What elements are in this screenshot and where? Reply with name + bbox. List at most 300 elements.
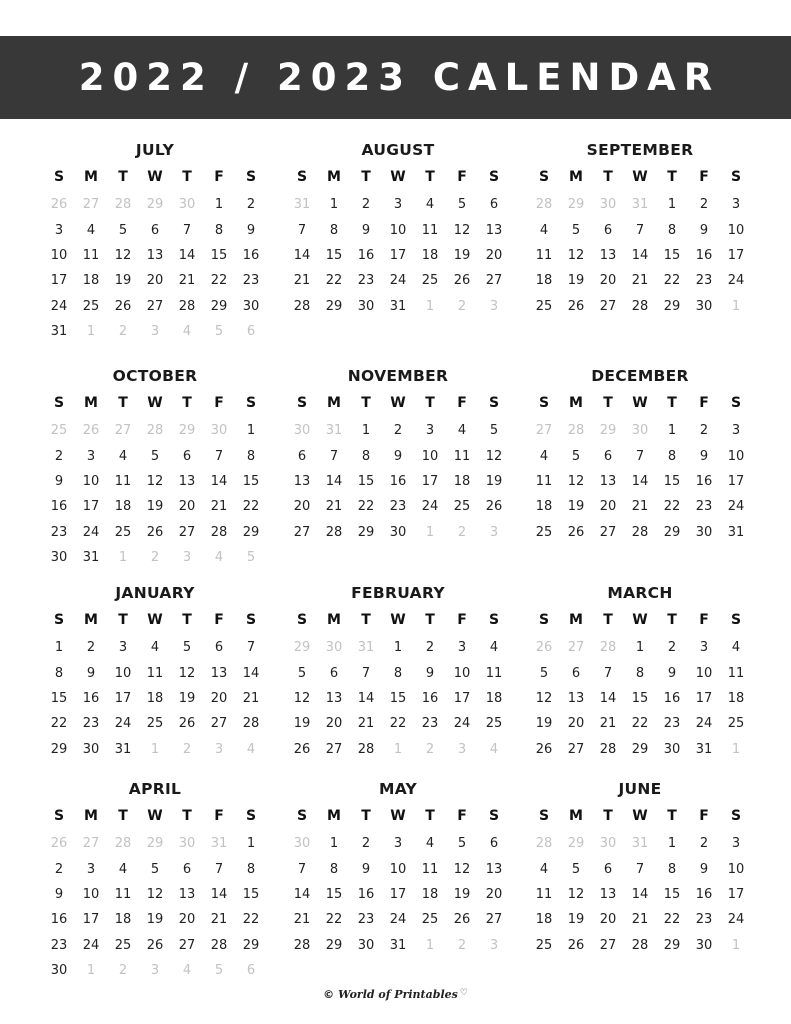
day-cell: 27 <box>178 937 196 953</box>
adjacent-month-day: 26 <box>82 423 100 439</box>
weekday-label: M <box>84 169 98 185</box>
day-cell: 20 <box>567 716 585 732</box>
day-cell: 12 <box>453 861 471 877</box>
day-cell: 26 <box>114 298 132 314</box>
weekday-label: F <box>457 808 467 824</box>
day-cell: 28 <box>293 937 311 953</box>
month-august <box>286 138 510 319</box>
weekday-label: W <box>632 612 648 628</box>
day-cell: 21 <box>357 716 375 732</box>
day-cell: 14 <box>599 690 617 706</box>
day-cell: 2 <box>361 836 371 852</box>
day-cell: 5 <box>489 423 499 439</box>
day-cell: 27 <box>210 716 228 732</box>
day-cell: 10 <box>82 473 100 489</box>
day-cell: 10 <box>727 222 745 238</box>
day-cell: 19 <box>567 273 585 289</box>
day-cell: 13 <box>485 222 503 238</box>
day-cell: 18 <box>535 912 553 928</box>
day-cell: 7 <box>297 222 307 238</box>
day-cell: 24 <box>50 298 68 314</box>
day-cell: 2 <box>54 861 64 877</box>
day-cell: 20 <box>599 912 617 928</box>
day-cell: 27 <box>178 524 196 540</box>
day-cell: 30 <box>82 741 100 757</box>
weekday-label: W <box>632 169 648 185</box>
day-cell: 10 <box>50 247 68 263</box>
adjacent-month-day: 3 <box>150 963 160 979</box>
weekday-label: T <box>667 808 677 824</box>
day-cell: 12 <box>567 473 585 489</box>
week-row <box>286 243 510 268</box>
day-cell: 12 <box>293 690 311 706</box>
weekday-label: F <box>457 169 467 185</box>
day-cell: 8 <box>329 222 339 238</box>
day-cell: 9 <box>246 222 256 238</box>
day-cell: 22 <box>325 273 343 289</box>
day-cell: 27 <box>325 741 343 757</box>
day-cell: 20 <box>178 912 196 928</box>
adjacent-month-day: 26 <box>535 640 553 656</box>
day-cell: 9 <box>54 886 64 902</box>
day-cell: 17 <box>389 886 407 902</box>
day-cell: 19 <box>567 499 585 515</box>
day-cell: 20 <box>485 886 503 902</box>
day-cell: 12 <box>567 886 585 902</box>
adjacent-month-day: 3 <box>150 324 160 340</box>
adjacent-month-day: 27 <box>567 640 585 656</box>
day-cell: 10 <box>82 886 100 902</box>
weekday-header <box>528 162 752 192</box>
weekday-label: T <box>667 169 677 185</box>
day-cell: 27 <box>146 298 164 314</box>
week-row <box>286 882 510 907</box>
day-cell: 28 <box>631 524 649 540</box>
day-cell: 11 <box>421 861 439 877</box>
adjacent-month-day: 1 <box>150 741 160 757</box>
weekday-header <box>43 388 267 418</box>
day-cell: 12 <box>146 886 164 902</box>
day-cell: 18 <box>82 273 100 289</box>
day-cell: 27 <box>599 298 617 314</box>
day-cell: 5 <box>571 861 581 877</box>
day-cell: 1 <box>329 836 339 852</box>
day-cell: 6 <box>329 665 339 681</box>
adjacent-month-day: 4 <box>214 550 224 566</box>
day-cell: 30 <box>663 741 681 757</box>
day-cell: 21 <box>210 499 228 515</box>
day-cell: 25 <box>421 273 439 289</box>
day-cell: 16 <box>50 499 68 515</box>
day-cell: 25 <box>421 912 439 928</box>
day-cell: 24 <box>727 273 745 289</box>
adjacent-month-day: 3 <box>489 937 499 953</box>
weekday-label: T <box>182 612 192 628</box>
day-cell: 11 <box>114 886 132 902</box>
weekday-label: T <box>361 808 371 824</box>
day-cell: 26 <box>567 937 585 953</box>
day-cell: 9 <box>425 665 435 681</box>
day-cell: 4 <box>539 448 549 464</box>
weekday-label: W <box>390 808 406 824</box>
day-cell: 23 <box>389 499 407 515</box>
day-cell: 25 <box>114 937 132 953</box>
week-row <box>528 268 752 293</box>
week-row <box>286 443 510 468</box>
week-row <box>43 933 267 958</box>
adjacent-month-day: 28 <box>535 836 553 852</box>
adjacent-month-day: 31 <box>631 836 649 852</box>
adjacent-month-day: 1 <box>731 298 741 314</box>
day-cell: 1 <box>246 423 256 439</box>
day-cell: 25 <box>114 524 132 540</box>
weekday-label: S <box>488 612 500 628</box>
week-row <box>528 192 752 217</box>
weekday-header <box>43 605 267 635</box>
day-cell: 6 <box>182 448 192 464</box>
adjacent-month-day: 30 <box>599 836 617 852</box>
day-cell: 3 <box>86 448 96 464</box>
day-cell: 10 <box>453 665 471 681</box>
week-row <box>528 494 752 519</box>
day-cell: 6 <box>603 448 613 464</box>
weekday-label: T <box>425 395 435 411</box>
weekday-label: S <box>730 612 742 628</box>
day-cell: 16 <box>663 690 681 706</box>
day-cell: 8 <box>635 665 645 681</box>
weekday-label: T <box>603 169 613 185</box>
week-row <box>286 192 510 217</box>
day-cell: 9 <box>393 448 403 464</box>
weekday-header <box>286 801 510 831</box>
adjacent-month-day: 5 <box>214 324 224 340</box>
week-row <box>43 520 267 545</box>
day-cell: 29 <box>663 298 681 314</box>
day-cell: 5 <box>571 448 581 464</box>
day-cell: 25 <box>727 716 745 732</box>
week-row <box>43 545 267 570</box>
day-cell: 2 <box>393 423 403 439</box>
day-cell: 15 <box>50 690 68 706</box>
weekday-label: F <box>214 612 224 628</box>
month-name: OCTOBER <box>112 367 198 385</box>
day-cell: 14 <box>325 473 343 489</box>
day-cell: 31 <box>50 324 68 340</box>
weekday-label: M <box>84 808 98 824</box>
day-cell: 13 <box>178 473 196 489</box>
footer-credit <box>0 988 791 1001</box>
week-row <box>286 933 510 958</box>
adjacent-month-day: 3 <box>489 524 499 540</box>
day-cell: 14 <box>357 690 375 706</box>
weekday-label: T <box>425 612 435 628</box>
day-cell: 13 <box>599 473 617 489</box>
day-cell: 12 <box>453 222 471 238</box>
day-cell: 11 <box>727 665 745 681</box>
day-cell: 3 <box>86 861 96 877</box>
weekday-label: T <box>667 395 677 411</box>
day-cell: 22 <box>50 716 68 732</box>
adjacent-month-day: 4 <box>246 741 256 757</box>
weekday-header <box>286 605 510 635</box>
day-cell: 23 <box>357 912 375 928</box>
adjacent-month-day: 30 <box>293 836 311 852</box>
day-cell: 29 <box>631 741 649 757</box>
day-cell: 6 <box>297 448 307 464</box>
day-cell: 22 <box>242 912 260 928</box>
week-row <box>43 856 267 881</box>
weekday-header <box>286 162 510 192</box>
weekday-header <box>43 801 267 831</box>
day-cell: 11 <box>535 886 553 902</box>
day-cell: 24 <box>421 499 439 515</box>
weekday-label: F <box>214 808 224 824</box>
day-cell: 30 <box>389 524 407 540</box>
day-cell: 4 <box>539 861 549 877</box>
day-cell: 5 <box>150 448 160 464</box>
day-cell: 8 <box>246 861 256 877</box>
day-cell: 26 <box>453 273 471 289</box>
day-cell: 13 <box>146 247 164 263</box>
adjacent-month-day: 2 <box>118 324 128 340</box>
day-cell: 26 <box>146 524 164 540</box>
day-cell: 22 <box>242 499 260 515</box>
weekday-label: W <box>632 395 648 411</box>
day-cell: 11 <box>485 665 503 681</box>
day-cell: 6 <box>603 861 613 877</box>
weekday-header <box>528 388 752 418</box>
weekday-label: T <box>603 395 613 411</box>
day-cell: 13 <box>567 690 585 706</box>
day-cell: 15 <box>242 886 260 902</box>
adjacent-month-day: 5 <box>246 550 256 566</box>
day-cell: 11 <box>82 247 100 263</box>
adjacent-month-day: 3 <box>457 741 467 757</box>
day-cell: 21 <box>325 499 343 515</box>
day-cell: 18 <box>421 247 439 263</box>
day-cell: 13 <box>599 886 617 902</box>
day-cell: 28 <box>325 524 343 540</box>
day-cell: 27 <box>599 937 617 953</box>
month-name: DECEMBER <box>591 367 689 385</box>
adjacent-month-day: 29 <box>146 197 164 213</box>
day-cell: 22 <box>663 273 681 289</box>
weekday-label: W <box>390 395 406 411</box>
weekday-label: T <box>118 808 128 824</box>
adjacent-month-day: 28 <box>567 423 585 439</box>
weekday-label: S <box>53 808 65 824</box>
weekday-label: F <box>457 395 467 411</box>
day-cell: 29 <box>50 741 68 757</box>
day-cell: 20 <box>325 716 343 732</box>
month-march <box>528 581 752 762</box>
day-cell: 8 <box>246 448 256 464</box>
month-name: NOVEMBER <box>347 367 449 385</box>
day-cell: 30 <box>695 524 713 540</box>
adjacent-month-day: 30 <box>178 197 196 213</box>
copyright-icon: © <box>323 988 335 1001</box>
day-cell: 11 <box>453 448 471 464</box>
weekday-label: S <box>245 808 257 824</box>
day-cell: 8 <box>329 861 339 877</box>
adjacent-month-day: 2 <box>457 298 467 314</box>
day-cell: 23 <box>695 273 713 289</box>
day-cell: 9 <box>86 665 96 681</box>
day-cell: 16 <box>357 247 375 263</box>
day-cell: 13 <box>293 473 311 489</box>
day-cell: 7 <box>214 861 224 877</box>
day-cell: 3 <box>731 836 741 852</box>
adjacent-month-day: 27 <box>82 197 100 213</box>
weekday-label: S <box>538 169 550 185</box>
week-row <box>286 217 510 242</box>
day-cell: 1 <box>329 197 339 213</box>
day-cell: 23 <box>242 273 260 289</box>
adjacent-month-day: 28 <box>114 197 132 213</box>
day-cell: 29 <box>663 937 681 953</box>
day-cell: 28 <box>357 741 375 757</box>
day-cell: 14 <box>631 247 649 263</box>
adjacent-month-day: 2 <box>118 963 128 979</box>
week-row <box>43 443 267 468</box>
day-cell: 1 <box>635 640 645 656</box>
day-cell: 28 <box>631 937 649 953</box>
day-cell: 6 <box>182 861 192 877</box>
week-row <box>286 635 510 660</box>
day-cell: 1 <box>667 197 677 213</box>
day-cell: 14 <box>293 886 311 902</box>
adjacent-month-day: 1 <box>118 550 128 566</box>
day-cell: 25 <box>453 499 471 515</box>
week-row <box>286 268 510 293</box>
day-cell: 27 <box>293 524 311 540</box>
week-row <box>286 856 510 881</box>
week-row <box>528 520 752 545</box>
day-cell: 19 <box>453 886 471 902</box>
weekday-label: T <box>603 808 613 824</box>
day-cell: 28 <box>178 298 196 314</box>
adjacent-month-day: 31 <box>325 423 343 439</box>
weekday-label: S <box>730 808 742 824</box>
week-row <box>286 686 510 711</box>
day-cell: 14 <box>631 886 649 902</box>
month-february <box>286 581 510 762</box>
weekday-label: S <box>245 612 257 628</box>
day-cell: 28 <box>242 716 260 732</box>
day-cell: 24 <box>389 273 407 289</box>
day-cell: 20 <box>599 273 617 289</box>
day-cell: 12 <box>567 247 585 263</box>
day-cell: 13 <box>325 690 343 706</box>
weekday-label: S <box>245 395 257 411</box>
day-cell: 10 <box>695 665 713 681</box>
adjacent-month-day: 4 <box>182 324 192 340</box>
day-cell: 4 <box>425 836 435 852</box>
month-name: JULY <box>135 141 175 159</box>
day-cell: 13 <box>178 886 196 902</box>
day-cell: 31 <box>114 741 132 757</box>
day-cell: 4 <box>118 861 128 877</box>
adjacent-month-day: 27 <box>82 836 100 852</box>
day-cell: 7 <box>297 861 307 877</box>
weekday-label: S <box>538 808 550 824</box>
day-cell: 7 <box>214 448 224 464</box>
day-cell: 19 <box>114 273 132 289</box>
day-cell: 1 <box>667 423 677 439</box>
adjacent-month-day: 3 <box>214 741 224 757</box>
day-cell: 26 <box>146 937 164 953</box>
day-cell: 4 <box>539 222 549 238</box>
week-row <box>286 494 510 519</box>
day-cell: 12 <box>178 665 196 681</box>
day-cell: 5 <box>571 222 581 238</box>
adjacent-month-day: 29 <box>146 836 164 852</box>
adjacent-month-day: 30 <box>210 423 228 439</box>
day-cell: 20 <box>485 247 503 263</box>
day-cell: 18 <box>421 886 439 902</box>
day-cell: 4 <box>425 197 435 213</box>
day-cell: 16 <box>695 473 713 489</box>
day-cell: 8 <box>667 448 677 464</box>
day-cell: 28 <box>210 937 228 953</box>
day-cell: 15 <box>325 886 343 902</box>
week-row <box>528 882 752 907</box>
day-cell: 23 <box>357 273 375 289</box>
week-row <box>286 660 510 685</box>
brand-name: World of Printables <box>338 988 458 1001</box>
week-row <box>43 243 267 268</box>
weekday-label: W <box>390 612 406 628</box>
weekday-label: T <box>425 808 435 824</box>
heart-icon: ♡ <box>459 988 468 998</box>
day-cell: 31 <box>727 524 745 540</box>
adjacent-month-day: 6 <box>246 963 256 979</box>
day-cell: 5 <box>182 640 192 656</box>
day-cell: 8 <box>393 665 403 681</box>
adjacent-month-day: 6 <box>246 324 256 340</box>
adjacent-month-day: 31 <box>357 640 375 656</box>
weekday-label: W <box>147 808 163 824</box>
day-cell: 17 <box>421 473 439 489</box>
day-cell: 26 <box>178 716 196 732</box>
day-cell: 5 <box>118 222 128 238</box>
month-november <box>286 364 510 545</box>
day-cell: 16 <box>389 473 407 489</box>
day-cell: 7 <box>246 640 256 656</box>
day-cell: 3 <box>54 222 64 238</box>
day-cell: 14 <box>210 886 228 902</box>
day-cell: 17 <box>695 690 713 706</box>
day-cell: 9 <box>699 222 709 238</box>
day-cell: 26 <box>453 912 471 928</box>
weekday-label: W <box>147 169 163 185</box>
week-row <box>528 856 752 881</box>
day-cell: 21 <box>631 499 649 515</box>
weekday-label: S <box>730 395 742 411</box>
weekday-label: T <box>361 612 371 628</box>
weekday-label: S <box>538 612 550 628</box>
adjacent-month-day: 2 <box>425 741 435 757</box>
weekday-label: T <box>361 169 371 185</box>
day-cell: 3 <box>731 423 741 439</box>
week-row <box>528 933 752 958</box>
weekday-label: S <box>296 395 308 411</box>
day-cell: 24 <box>695 716 713 732</box>
day-cell: 30 <box>50 550 68 566</box>
month-december <box>528 364 752 545</box>
weekday-label: T <box>118 169 128 185</box>
day-cell: 7 <box>635 448 645 464</box>
